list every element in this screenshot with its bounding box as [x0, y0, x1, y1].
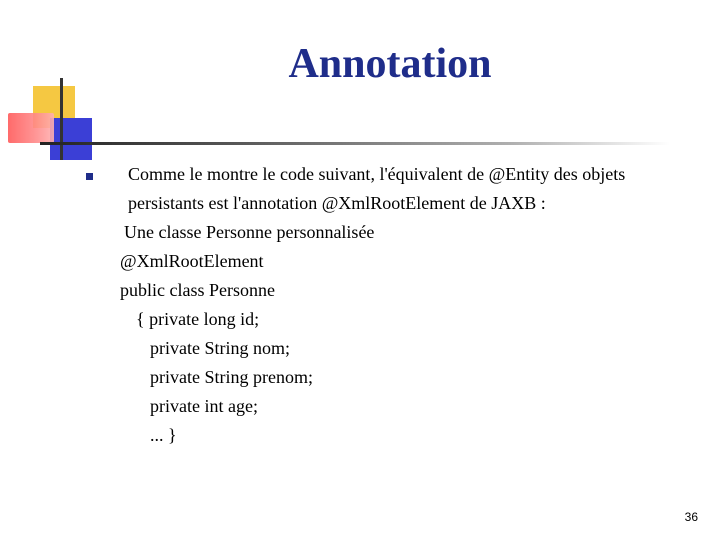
- code-line: private int age;: [150, 396, 258, 416]
- page-number: 36: [684, 510, 698, 524]
- code-line: @XmlRootElement: [120, 251, 264, 271]
- code-line: private String prenom;: [150, 367, 313, 387]
- decorative-vertical-line: [60, 78, 63, 160]
- body-line: persistants est l'annotation @XmlRootElement de JAXB :: [128, 193, 546, 213]
- code-line: private String nom;: [150, 338, 290, 358]
- code-line: { private long id;: [136, 309, 260, 329]
- slide-title: Annotation: [288, 41, 492, 87]
- decorative-blue-square: [50, 118, 92, 160]
- title-divider-line: [40, 142, 670, 145]
- bullet-icon: [86, 173, 93, 180]
- code-line: public class Personne: [120, 280, 275, 300]
- body-line: Comme le montre le code suivant, l'équivalent de @Entity des objets: [128, 164, 626, 184]
- decorative-red-square: [8, 113, 54, 143]
- body-line: Une classe Personne personnalisée: [124, 222, 375, 242]
- code-line: ... }: [150, 425, 177, 445]
